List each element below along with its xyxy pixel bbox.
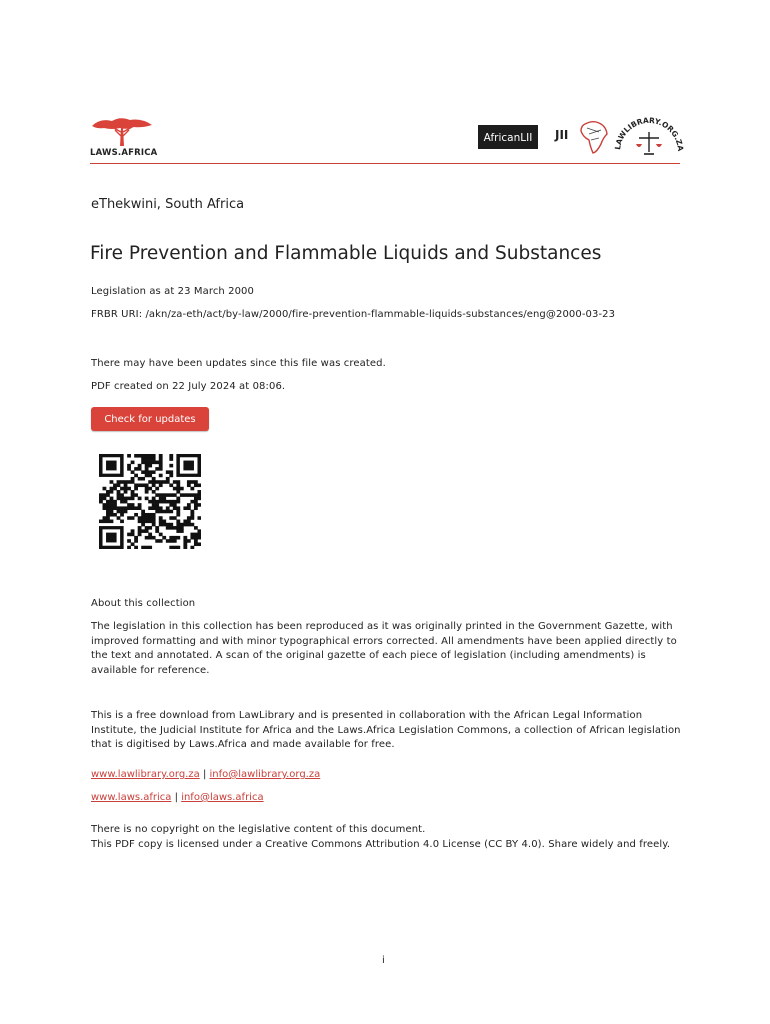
about-paragraph: The legislation in this collection has been reproduced as it was originally printed in the Government Gazette, with improved formatting and with minor typographical errors corrected. All amendments have been applied directly to the text and annotated. A scan of the original gazette of each piece of legislation (including amendments) is available for reference. — [91, 621, 677, 677]
check-for-updates-button[interactable]: Check for updates — [91, 407, 209, 431]
document-title: Fire Prevention and Flammable Liquids and Substances — [90, 243, 602, 264]
qr-code[interactable] — [99, 454, 201, 549]
lawlibrary-email-link[interactable]: info@lawlibrary.org.za — [209, 769, 321, 780]
laws-africa-logo — [90, 116, 158, 160]
lawlibrary-logo — [614, 112, 684, 160]
lawlibrary-links — [91, 769, 320, 780]
laws-africa-email-link[interactable]: info@laws.africa — [181, 792, 264, 803]
pdf-created-date: PDF created on 22 July 2024 at 08:06. — [91, 381, 286, 392]
updates-note: There may have been updates since this file was created. — [91, 358, 386, 369]
laws-africa-links — [91, 792, 264, 803]
license-notice: This PDF copy is licensed under a Creative Commons Attribution 4.0 License (CC BY 4.0). Share widely and freely. — [91, 839, 671, 850]
jii-wordmark: JII — [555, 128, 569, 142]
africa-map-icon — [579, 120, 609, 154]
laws-africa-website-link[interactable]: www.laws.africa — [91, 792, 172, 803]
page-number: i — [382, 955, 385, 966]
legislation-date: Legislation as at 23 March 2000 — [91, 286, 254, 297]
lawlibrary-wordmark: LAWLIBRARY.ORG.Z — [614, 115, 684, 151]
free-download-paragraph: This is a free download from LawLibrary and is presented in collaboration with the African Legal Information Institute, the Judicial Institute for Africa and the Laws.Africa Legislation Commons, a collection of African legislation that is digitised by Laws.Africa and made available for free. — [91, 710, 681, 751]
africanlii-logo: AfricanLII — [478, 125, 538, 149]
link-separator: | — [174, 792, 178, 803]
jurisdiction: eThekwini, South Africa — [91, 197, 245, 212]
frbr-uri: FRBR URI: /akn/za-eth/act/by-law/2000/fire-prevention-flammable-liquids-substances/eng@2000-03-23 — [91, 309, 616, 320]
about-heading: About this collection — [91, 598, 196, 609]
header-divider — [90, 163, 680, 164]
link-separator: | — [202, 769, 207, 780]
lawlibrary-website-link[interactable]: www.lawlibrary.org.za — [91, 769, 200, 780]
laws-africa-wordmark: LAWS.AFRICA — [90, 148, 158, 158]
jii-logo — [553, 120, 609, 154]
lawlibrary-arc-logo — [614, 112, 684, 160]
acacia-tree-icon — [90, 116, 154, 148]
copyright-notice: There is no copyright on the legislative content of this document. — [91, 824, 426, 835]
